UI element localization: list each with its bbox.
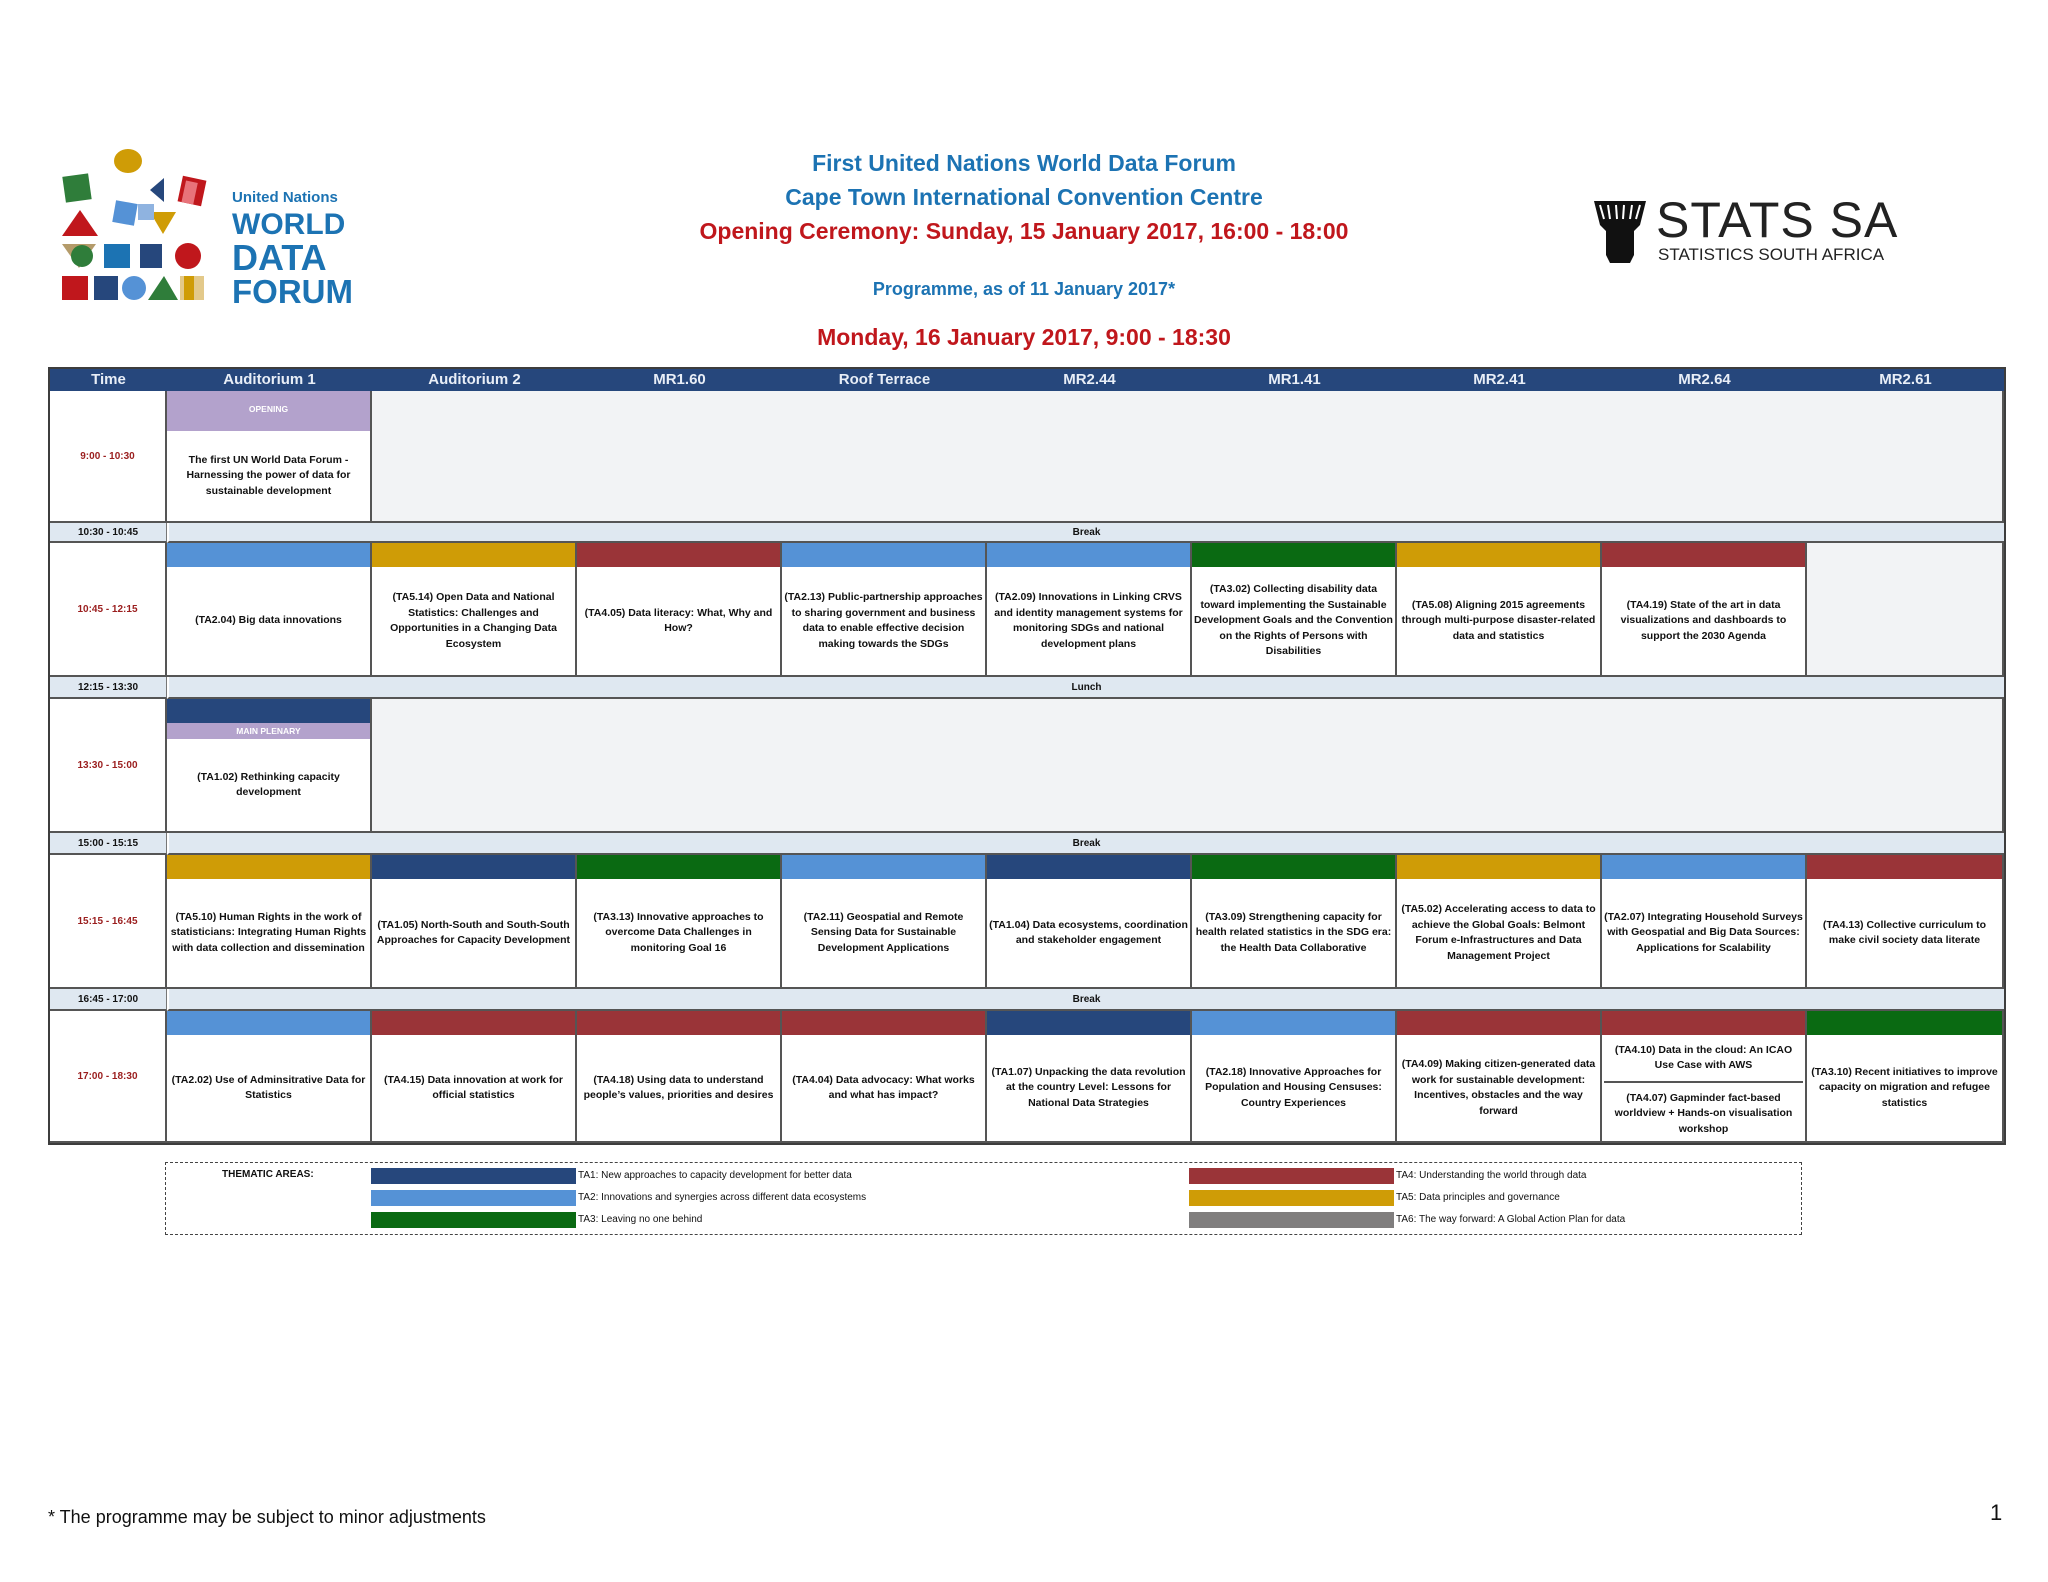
col-header-mr1-60: MR1.60	[577, 369, 782, 391]
time-slot: 13:30 - 15:00	[50, 699, 167, 833]
session-card-split[interactable]	[1602, 1011, 1807, 1143]
break-bar: Break	[167, 989, 2004, 1011]
legend-swatch-ta5	[1189, 1190, 1394, 1206]
session-card[interactable]	[782, 1011, 987, 1143]
session-card[interactable]	[782, 855, 987, 989]
thematic-bar-ta2	[987, 543, 1190, 567]
wdf-logo-line3: DATA	[232, 237, 327, 278]
session-title: (TA1.02) Rethinking capacity development	[197, 770, 340, 798]
session-title: (TA4.05) Data literacy: What, Why and How?	[584, 606, 773, 634]
session-title: (TA5.14) Open Data and National Statistics: Challenges and Opportunities in a Changing Data Ecosystem	[390, 591, 557, 650]
session-title: (TA4.19) State of the art in data visualizations and dashboards to support the 2030 Agenda	[1620, 598, 1787, 642]
session-card[interactable]	[577, 855, 782, 989]
session-card[interactable]	[372, 1011, 577, 1143]
session-title: (TA3.02) Collecting disability data toward implementing the Sustainable Development Goals and the Convention on the Rights of Persons with Disabilities	[1194, 583, 1393, 658]
legend-swatch-ta4	[1189, 1168, 1394, 1184]
legend-label: THEMATIC AREAS:	[222, 1169, 314, 1180]
schedule-grid	[48, 367, 2006, 1145]
session-title: (TA2.11) Geospatial and Remote Sensing Data for Sustainable Development Applications	[803, 910, 964, 954]
legend-text-ta6: TA6: The way forward: A Global Action Plan for data	[1396, 1214, 1626, 1225]
drum-icon	[1590, 195, 1650, 265]
wdf-shapes-icon	[52, 140, 222, 310]
col-header-mr2-64: MR2.64	[1602, 369, 1807, 391]
session-title: (TA2.09) Innovations in Linking CRVS and identity management systems for monitoring SDGs and national development plans	[994, 591, 1183, 650]
session-title: (TA2.18) Innovative Approaches for Population and Housing Censuses: Country Experiences	[1205, 1065, 1382, 1109]
session-card[interactable]	[167, 855, 372, 989]
thematic-bar-ta4	[577, 543, 780, 567]
col-header-mr2-61: MR2.61	[1807, 369, 2004, 391]
col-header-time: Time	[50, 369, 167, 391]
thematic-bar-ta2	[167, 543, 370, 567]
col-header-roof-terrace: Roof Terrace	[782, 369, 987, 391]
thematic-bar-ta2	[782, 855, 985, 879]
session-card[interactable]	[987, 855, 1192, 989]
thematic-bar-ta4	[1397, 1011, 1600, 1035]
session-card[interactable]	[1602, 543, 1807, 677]
break-time: 16:45 - 17:00	[50, 989, 167, 1011]
session-title: (TA1.04) Data ecosystems, coordination and stakeholder engagement	[989, 918, 1188, 946]
session-title: (TA5.10) Human Rights in the work of statisticians: Integrating Human Rights with data collection and dissemination	[170, 910, 367, 954]
time-slot: 10:45 - 12:15	[50, 543, 167, 677]
session-card[interactable]	[372, 855, 577, 989]
session-card[interactable]	[1397, 1011, 1602, 1143]
legend-text-ta3: TA3: Leaving no one behind	[578, 1214, 703, 1225]
empty-slot	[1807, 543, 2004, 677]
thematic-bar-ta2	[1602, 855, 1805, 879]
session-title-2: (TA4.07) Gapminder fact-based worldview + Hands-on visualisation workshop	[1614, 1091, 1793, 1135]
session-card[interactable]	[987, 1011, 1192, 1143]
thematic-bar-ta1	[987, 855, 1190, 879]
thematic-bar-ta4	[782, 1011, 985, 1035]
footnote: * The programme may be subject to minor adjustments	[48, 1507, 486, 1527]
stats-sa-name: STATS SA	[1656, 192, 1899, 248]
legend-text-ta1: TA1: New approaches to capacity development for better data	[578, 1170, 852, 1181]
thematic-bar-ta5	[167, 855, 370, 879]
empty-slot	[372, 391, 2004, 523]
thematic-bar-ta4	[1602, 1011, 1805, 1035]
break-time: 10:30 - 10:45	[50, 523, 167, 543]
session-card[interactable]	[1192, 1011, 1397, 1143]
thematic-bar-ta3	[1192, 855, 1395, 879]
session-card[interactable]	[167, 543, 372, 677]
thematic-bar-ta4	[1602, 543, 1805, 567]
col-header-mr2-44: MR2.44	[987, 369, 1192, 391]
thematic-bar-ta4	[1807, 855, 2002, 879]
session-title: The first UN World Data Forum - Harnessing the power of data for sustainable development	[186, 453, 351, 497]
session-title: (TA4.15) Data innovation at work for official statistics	[384, 1073, 563, 1101]
col-header-auditorium-1: Auditorium 1	[167, 369, 372, 391]
stats-sa-logo	[1590, 192, 1920, 270]
thematic-bar-ta2	[167, 1011, 370, 1035]
session-title: (TA2.13) Public-partnership approaches to sharing government and business data to enable effective decision making towards the SDGs	[784, 591, 983, 650]
session-card[interactable]	[577, 543, 782, 677]
session-title: (TA1.07) Unpacking the data revolution at the country Level: Lessons for National Data Strategies	[991, 1065, 1186, 1109]
session-title: (TA3.09) Strengthening capacity for health related statistics in the SDG era: the Health Data Collaborative	[1195, 910, 1392, 954]
thematic-bar-ta2	[782, 543, 985, 567]
time-slot: 17:00 - 18:30	[50, 1011, 167, 1143]
session-card[interactable]	[372, 543, 577, 677]
forum-title: First United Nations World Data Forum	[812, 150, 1236, 176]
session-card[interactable]	[1397, 543, 1602, 677]
session-title: (TA5.08) Aligning 2015 agreements through multi-purpose disaster-related data and statistics	[1401, 598, 1596, 642]
world-data-forum-logo	[52, 140, 382, 320]
legend-text-ta5: TA5: Data principles and governance	[1396, 1192, 1560, 1203]
session-card[interactable]	[987, 543, 1192, 677]
thematic-bar-ta5	[372, 543, 575, 567]
thematic-bar-ta3	[1192, 543, 1395, 567]
session-title: (TA4.18) Using data to understand people’s values, priorities and desires	[583, 1073, 774, 1101]
thematic-bar-ta3	[577, 855, 780, 879]
session-card[interactable]	[1807, 1011, 2004, 1143]
thematic-bar-ta1	[372, 855, 575, 879]
col-header-auditorium-2: Auditorium 2	[372, 369, 577, 391]
legend-text-ta4: TA4: Understanding the world through data	[1396, 1170, 1587, 1181]
break-time: 15:00 - 15:15	[50, 833, 167, 855]
stats-sa-subtitle: STATISTICS SOUTH AFRICA	[1658, 245, 1885, 264]
session-tag: OPENING	[167, 391, 370, 431]
session-card[interactable]	[1192, 543, 1397, 677]
session-card[interactable]	[1807, 855, 2004, 989]
session-card[interactable]	[167, 1011, 372, 1143]
empty-slot	[372, 699, 2004, 833]
lunch-time: 12:15 - 13:30	[50, 677, 167, 699]
session-card[interactable]	[577, 1011, 782, 1143]
thematic-bar-ta3	[1807, 1011, 2002, 1035]
page-number: 1	[1990, 1500, 2003, 1525]
legend-swatch-ta1	[371, 1168, 576, 1184]
session-card[interactable]	[1192, 855, 1397, 989]
session-title: (TA3.13) Innovative approaches to overcome Data Challenges in monitoring Goal 16	[593, 910, 764, 954]
thematic-bar-ta4	[577, 1011, 780, 1035]
session-title: (TA4.13) Collective curriculum to make civil society data literate	[1822, 918, 1987, 946]
legend-swatch-ta2	[371, 1190, 576, 1206]
session-main-plenary[interactable]	[167, 699, 372, 833]
thematic-bar-ta1	[987, 1011, 1190, 1035]
wdf-logo-line4: FORUM	[232, 273, 353, 310]
session-title: (TA1.05) North-South and South-South Approaches for Capacity Development	[376, 918, 571, 946]
session-title: (TA2.07) Integrating Household Surveys with Geospatial and Big Data Sources: Applications for Scalability	[1604, 910, 1803, 954]
thematic-areas-legend	[165, 1162, 1802, 1235]
col-header-mr2-41: MR2.41	[1397, 369, 1602, 391]
thematic-bar-ta1	[167, 699, 370, 723]
session-card[interactable]	[782, 543, 987, 677]
legend-swatch-ta6	[1189, 1212, 1394, 1228]
session-tag: MAIN PLENARY	[167, 723, 370, 739]
wdf-logo-line2: WORLD	[232, 208, 346, 241]
session-title: (TA2.02) Use of Adminsitrative Data for Statistics	[171, 1073, 366, 1101]
session-title: (TA5.02) Accelerating access to data to achieve the Global Goals: Belmont Forum e-Infrastructures and Data Management Project	[1401, 903, 1596, 962]
session-title: (TA4.10) Data in the cloud: An ICAO Use Case with AWS	[1604, 1035, 1803, 1083]
opening-ceremony-title: Opening Ceremony: Sunday, 15 January 2017, 16:00 - 18:00	[699, 218, 1349, 244]
thematic-bar-ta5	[1397, 543, 1600, 567]
legend-text-ta2: TA2: Innovations and synergies across different data ecosystems	[578, 1192, 867, 1203]
col-header-mr1-41: MR1.41	[1192, 369, 1397, 391]
break-bar: Break	[167, 523, 2004, 543]
day-title: Monday, 16 January 2017, 9:00 - 18:30	[817, 324, 1231, 350]
break-bar: Break	[167, 833, 2004, 855]
thematic-bar-ta4	[372, 1011, 575, 1035]
wdf-logo-line1: United Nations	[232, 189, 338, 206]
lunch-bar: Lunch	[167, 677, 2004, 699]
session-card[interactable]	[1602, 855, 1807, 989]
session-opening[interactable]	[167, 391, 372, 523]
thematic-bar-ta5	[1397, 855, 1600, 879]
time-slot: 9:00 - 10:30	[50, 391, 167, 523]
session-title: (TA4.09) Making citizen-generated data work for sustainable development: Incentives, obstacles and the way forward	[1401, 1058, 1596, 1117]
time-slot: 15:15 - 16:45	[50, 855, 167, 989]
venue-title: Cape Town International Convention Centre	[785, 184, 1263, 210]
session-title: (TA4.04) Data advocacy: What works and what has impact?	[792, 1073, 975, 1101]
session-title: (TA3.10) Recent initiatives to improve capacity on migration and refugee statistics	[1811, 1065, 1998, 1109]
programme-date: Programme, as of 11 January 2017*	[872, 279, 1176, 299]
thematic-bar-ta2	[1192, 1011, 1395, 1035]
legend-swatch-ta3	[371, 1212, 576, 1228]
session-card[interactable]	[1397, 855, 1602, 989]
session-title: (TA2.04) Big data innovations	[195, 614, 342, 627]
